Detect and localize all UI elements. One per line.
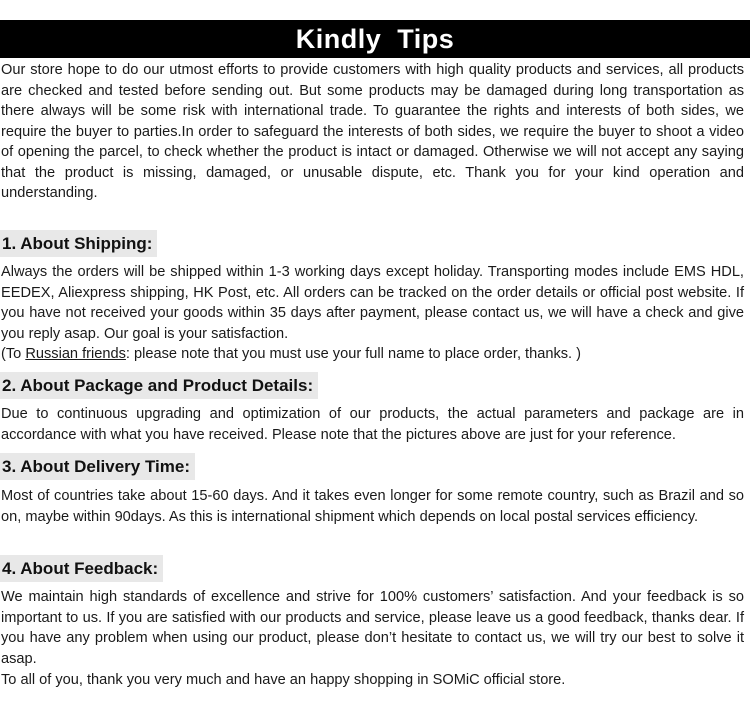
section-heading-shipping: 1. About Shipping:: [0, 230, 157, 257]
section-heading-delivery: 3. About Delivery Time:: [0, 453, 195, 480]
feedback-paragraph: We maintain high standards of excellence and strive for 100% customers’ satisfaction. And your feedback is so important to us. If you are satisfied with our products and service, please leave us a good feedback, thanks dear. If you have any problem when using our product, please don’t hesitate to contact us, we will try our best to solve it asap.: [1, 589, 744, 667]
section-heading-feedback: 4. About Feedback:: [0, 555, 163, 582]
russian-friends-link: Russian friends: [25, 346, 126, 362]
intro-paragraph: Our store hope to do our utmost efforts to provide customers with high quality products and services, all products are checked and tested before sending out. But some products may be damaged during long transportation as there always will be some risk with international trade. To guarantee the rights and interests of both sides, we require the buyer to parties.In order to safeguard the interests of both sides, we require the buyer to shoot a video of opening the parcel, to check whether the product is intact or damaged. Otherwise we will not accept any saying that the product is missing, damaged, or unusable dispute, etc. Thank you for your kind operation and understanding.: [1, 62, 744, 201]
package-paragraph: Due to continuous upgrading and optimization of our products, the actual parameters and package are in accordance with what you have received. Please note that the pictures above are just for your reference.: [1, 406, 744, 443]
page-title-text: Kindly Tips: [295, 24, 455, 54]
russian-note-suffix: : please note that you must use your full name to place order, thanks. ): [125, 346, 582, 362]
russian-note: [1, 344, 744, 365]
russian-note-prefix: (To: [1, 346, 26, 362]
shipping-paragraph: Always the orders will be shipped within 1-3 working days except holiday. Transporting modes include EMS HDL, EEDEX, Aliexpress shipping, HK Post, etc. All orders can be tracked on the order details or official post website. If you have not received your goods within 35 days after payment, please contact us, we will have a check and give you reply asap. Our goal is your satisfaction.: [1, 264, 744, 342]
delivery-paragraph: Most of countries take about 15-60 days. And it takes even longer for some remote country, such as Brazil and so on, maybe within 90days. As this is international shipment which depends on local postal services efficiency.: [1, 488, 744, 525]
page-title: [0, 20, 750, 58]
closing-line: To all of you, thank you very much and have an happy shopping in SOMiC official store.: [1, 672, 566, 688]
section-heading-package: 2. About Package and Product Details:: [0, 372, 318, 399]
